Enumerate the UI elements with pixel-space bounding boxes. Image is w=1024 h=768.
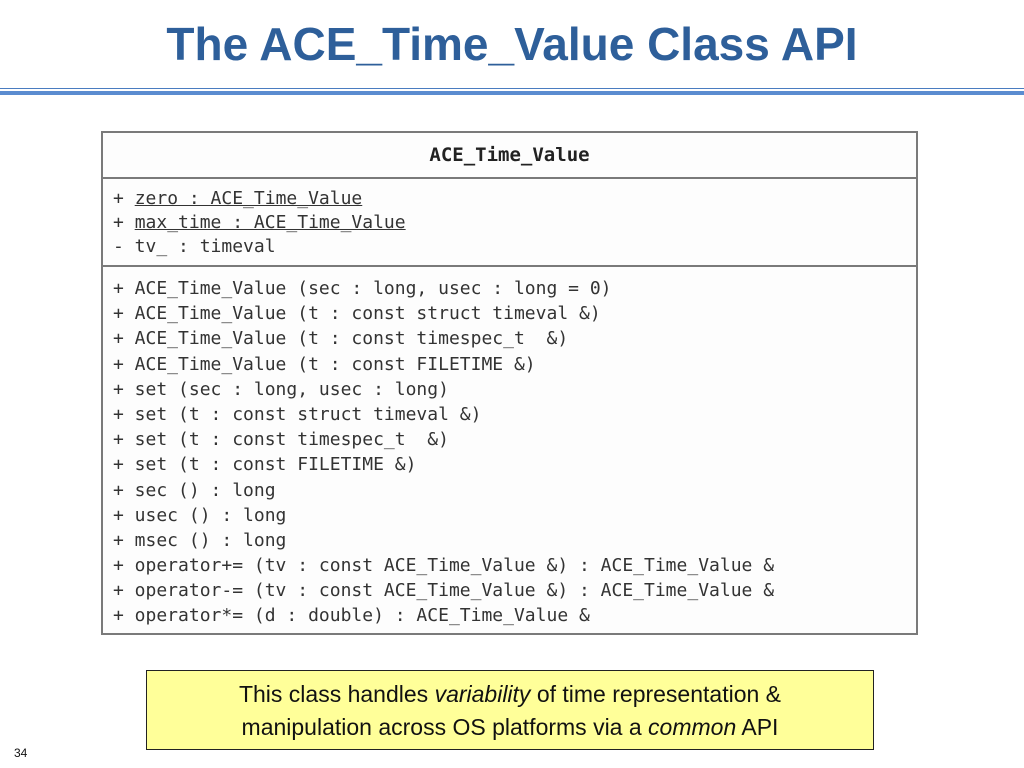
uml-attributes-section xyxy=(103,179,916,267)
uml-operation: + set (t : const timespec_t &) xyxy=(113,429,449,451)
uml-operation: + set (sec : long, usec : long) xyxy=(113,378,449,400)
uml-class-diagram xyxy=(101,131,918,635)
uml-operation: + ACE_Time_Value (t : const struct timeval &) xyxy=(113,303,601,325)
callout-note xyxy=(146,670,874,750)
uml-operation: + operator*= (d : double) : ACE_Time_Value & xyxy=(113,605,590,627)
uml-operations-section xyxy=(103,267,916,629)
uml-class-name: ACE_Time_Value xyxy=(103,133,916,179)
uml-attribute: + max_time : ACE_Time_Value xyxy=(113,212,406,233)
title-divider-thin xyxy=(0,88,1024,89)
uml-operation: + set (t : const FILETIME &) xyxy=(113,454,417,476)
note-line-2: manipulation across OS platforms via a common API xyxy=(241,714,779,740)
uml-operation: + set (t : const struct timeval &) xyxy=(113,403,482,425)
uml-operation: + ACE_Time_Value (sec : long, usec : long = 0) xyxy=(113,278,612,299)
uml-operation: + msec () : long xyxy=(113,529,287,551)
note-emphasis-variability: variability xyxy=(434,681,531,707)
uml-operation: + ACE_Time_Value (t : const timespec_t &) xyxy=(113,328,569,350)
uml-attribute-static: zero : ACE_Time_Value xyxy=(134,188,363,209)
note-line-1: This class handles variability of time representation & xyxy=(238,681,782,707)
uml-operation: + operator-= (tv : const ACE_Time_Value &) : ACE_Time_Value & xyxy=(113,580,775,602)
slide-title: The ACE_Time_Value Class API xyxy=(166,18,858,70)
uml-attribute: + zero : ACE_Time_Value xyxy=(113,188,363,209)
uml-attribute-static: max_time : ACE_Time_Value xyxy=(134,212,406,233)
uml-operation: + sec () : long xyxy=(113,479,276,501)
uml-attribute: - tv_ : timeval xyxy=(113,236,276,257)
uml-operation: + operator+= (tv : const ACE_Time_Value &) : ACE_Time_Value & xyxy=(113,555,775,577)
note-emphasis-common: common xyxy=(648,714,737,740)
title-divider-thick xyxy=(0,91,1024,95)
uml-operation: + usec () : long xyxy=(113,504,287,526)
page-number: 34 xyxy=(14,746,28,760)
uml-operation: + ACE_Time_Value (t : const FILETIME &) xyxy=(113,353,536,375)
